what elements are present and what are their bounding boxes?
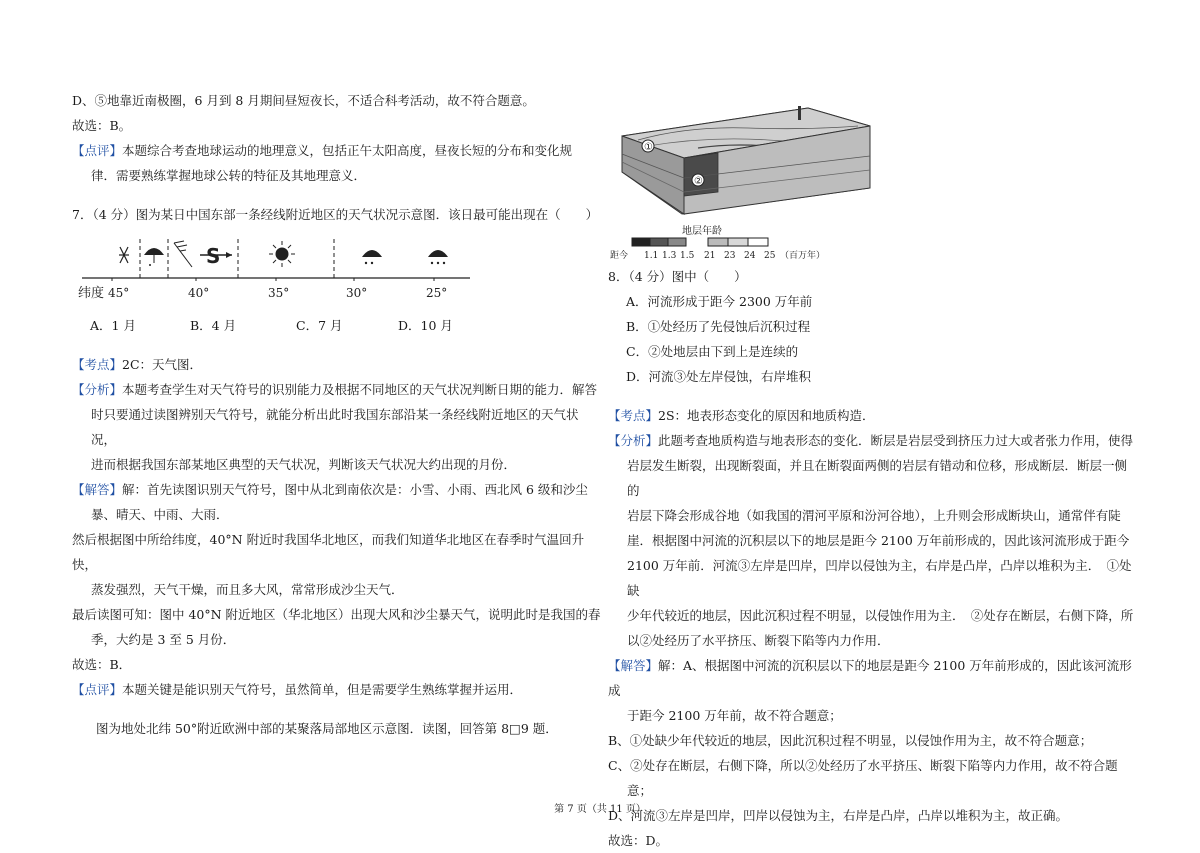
geology-block-diagram [608, 96, 878, 264]
option-b: B．①处经历了先侵蚀后沉积过程 [626, 319, 811, 334]
fenxi-cont: 少年代较近的地层，因此沉积过程不明显，以侵蚀作用为主． ②处存在断层，右侧下降，所 [627, 608, 1134, 623]
kaodian-tag: 【考点】 [608, 408, 659, 423]
legend-unit: （百万年） [780, 251, 826, 261]
question-8-options [608, 289, 1138, 389]
option-a: A．河流形成于距今 2300 万年前 [626, 294, 813, 309]
legend-swatch [748, 238, 768, 246]
legend-prefix: 距今 [610, 251, 629, 261]
page-footer: 第 7 页（共 11 页） [554, 804, 646, 815]
option-d: D．河流③处左岸侵蚀，右岸堆积 [626, 369, 812, 384]
fenxi-cont: 时只要通过读图辨别天气符号，就能分析出此时我国东部沿某一条经线附近地区的天气状况， [91, 407, 579, 447]
option-d-answer: D、河流③左岸是凹岸，凹岸以侵蚀为主，右岸是凸岸，凸岸以堆积为主，故正确。 [608, 808, 1069, 823]
sunny-icon [269, 241, 295, 267]
legend-swatch [668, 238, 686, 246]
legend-swatch [632, 238, 650, 246]
fenxi-tag: 【分析】 [608, 433, 659, 448]
question-7-stem: 7．（4 分）图为某日中国东部一条经线附近地区的天气状况示意图．该日最可能出现在（ ） [72, 207, 599, 222]
option-c: C．7 月 [296, 318, 343, 333]
comment-tag: 【点评】 [72, 682, 123, 697]
legend-title: 地层年龄 [682, 226, 722, 237]
fenxi-paragraph [72, 377, 602, 402]
fenxi-text: 此题考查地质构造与地表形态的变化．断层是岩层受到挤压力过大或者张力作用，使得 [658, 433, 1134, 448]
fenxi-tag: 【分析】 [72, 382, 123, 397]
fenxi-cont: 进而根据我国东部某地区典型的天气状况，判断该天气状况大约出现的月份． [91, 457, 517, 472]
tick-label: 35° [268, 286, 290, 300]
section-intro: 图为地处北纬 50°附近欧洲中部的某聚落局部地区示意图．读图，回答第 8□9 题． [96, 721, 558, 736]
marker-2: ② [694, 176, 703, 187]
tick-label: 45° [108, 286, 130, 300]
light-snow-icon [119, 247, 129, 263]
jieda-cont: 暴、晴天、中雨、大雨． [91, 507, 229, 522]
kaodian-paragraph [608, 403, 1138, 428]
jieda-text: 解：A、根据图中河流的沉积层以下的地层是距今 2100 万年前形成的，因此该河流形成 [608, 658, 1132, 698]
jieda-cont: 于距今 2100 万年前，故不符合题意； [627, 708, 842, 723]
svg-text:S: S [206, 244, 221, 268]
fenxi-cont: 以②处经历了水平挤压、断裂下陷等内力作用． [627, 633, 890, 648]
weather-diagram [72, 233, 492, 309]
tick-label: 25° [426, 286, 448, 300]
zuihou-line: 最后读图可知：图中 40°N 附近地区（华北地区）出现大风和沙尘暴天气，说明此时是我国的春 [72, 607, 601, 622]
option-b-answer: B、①处缺少年代较近的地层，因此沉积过程不明显，以侵蚀作用为主，故不符合题意； [608, 733, 1093, 748]
legend-swatch [728, 238, 748, 246]
option-d: D．10 月 [398, 318, 453, 333]
tick-label: 30° [346, 286, 368, 300]
kaodian-paragraph [72, 352, 602, 377]
legend-swatch [708, 238, 728, 246]
marker-1: ① [644, 142, 653, 153]
northwest-wind-icon [174, 241, 192, 267]
question-8-stem: 8．（4 分）图中（ ） [608, 269, 747, 284]
legend-value: 1.5 [680, 251, 695, 261]
left-column [72, 88, 602, 741]
kaodian-text: 2S：地表形态变化的原因和地质构造． [658, 408, 875, 423]
answer-line: 故选：B． [72, 657, 132, 672]
option-d-answer: D、⑤地靠近南极圈，6 月到 8 月期间昼短夜长，不适合科考活动，故不符合题意。 [72, 93, 535, 108]
fenxi-cont: 岩层下降会形成谷地（如我国的渭河平原和汾河谷地），上升则会形成断块山，通常伴有陡 [627, 508, 1121, 523]
option-b: B．4 月 [190, 318, 237, 333]
kaodian-tag: 【考点】 [72, 357, 123, 372]
legend-value: 23 [724, 251, 736, 261]
comment-text: 本题综合考查地球运动的地理意义，包括正午太阳高度，昼夜长短的分布和变化规 [122, 143, 573, 158]
fenxi-cont: 崖．根据图中河流的沉积层以下的地层是距今 2100 万年前形成的，因此该河流形成于距今 [627, 533, 1130, 548]
legend-value: 1.1 [644, 251, 659, 261]
zuihou-cont: 季，大约是 3 至 5 月份． [91, 632, 236, 647]
legend-swatch [650, 238, 668, 246]
option-c-answer: C、②处存在断层，右侧下降，所以②处经历了水平挤压、断裂下陷等内力作用，故不符合题 [608, 758, 1118, 773]
answer-line: 故选：B。 [72, 118, 132, 133]
legend-value: 21 [704, 251, 716, 261]
fenxi-text: 本题考查学生对天气符号的识别能力及根据不同地区的天气状况判断日期的能力．解答 [122, 382, 598, 397]
geology-block-diagram-svg [608, 96, 878, 264]
weather-diagram-svg [72, 233, 492, 309]
ranhou-line: 然后根据图中所给纬度，40°N 附近时我国华北地区，而我们知道华北地区在春季时气温回升快， [72, 532, 585, 572]
jieda-text: 解：首先读图识别天气符号，图中从北到南依次是：小雪、小雨、西北风 6 级和沙尘 [122, 482, 588, 497]
jieda-paragraph [608, 653, 1138, 703]
fenxi-cont: 2100 万年前．河流③左岸是凹岸，凹岸以侵蚀为主，右岸是凸岸，凸岸以堆积为主． ①处缺 [627, 558, 1132, 598]
kaodian-text: 2C：天气图． [122, 357, 203, 372]
moderate-rain-icon [362, 250, 382, 264]
answer-line: 故选：D。 [608, 833, 669, 848]
jieda-paragraph [72, 477, 602, 502]
comment-text: 本题关键是能识别天气符号，虽然简单，但是需要学生熟练掌握并运用． [122, 682, 523, 697]
question-7-options [72, 313, 602, 338]
comment-cont: 律．需要熟练掌握地球公转的特征及其地理意义． [91, 168, 367, 183]
fenxi-paragraph [608, 428, 1138, 453]
light-rain-icon [144, 248, 164, 266]
jieda-tag: 【解答】 [608, 658, 659, 673]
comment-paragraph [72, 138, 602, 163]
comment-tag: 【点评】 [72, 143, 123, 158]
comment-paragraph-2 [72, 677, 602, 702]
legend-value: 1.3 [662, 251, 677, 261]
tick-label: 40° [188, 286, 210, 300]
jieda-tag: 【解答】 [72, 482, 123, 497]
ranhou-cont: 蒸发强烈，天气干燥，而且多大风，常常形成沙尘天气． [91, 582, 404, 597]
legend-value: 25 [764, 251, 776, 261]
option-a: A．1 月 [90, 318, 136, 333]
legend-value: 24 [744, 251, 756, 261]
fenxi-cont: 岩层发生断裂，出现断裂面，并且在断裂面两侧的岩层有错动和位移，形成断层．断层一侧的 [627, 458, 1128, 498]
option-c: C．②处地层由下到上是连续的 [626, 344, 799, 359]
right-column [608, 264, 1138, 853]
sandstorm-icon [200, 244, 232, 268]
heavy-rain-icon [428, 250, 448, 264]
option-c-cont: 意； [627, 783, 653, 798]
latitude-label: 纬度 [78, 286, 105, 301]
